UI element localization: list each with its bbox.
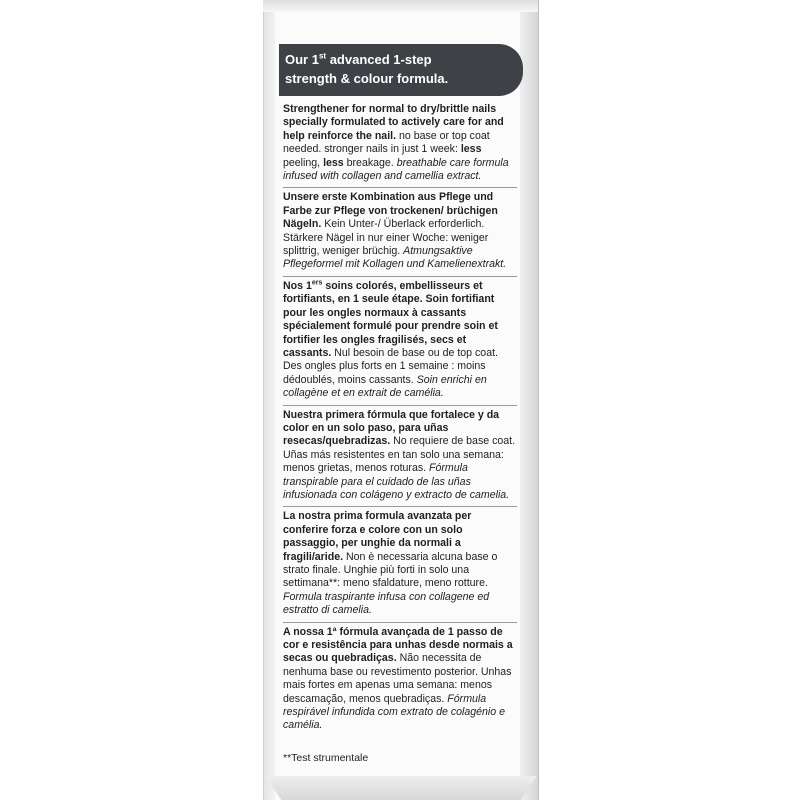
box-top-edge bbox=[263, 0, 538, 12]
headline-line-1: Our 1st advanced 1-step bbox=[285, 51, 432, 67]
section-french: Nos 1ers soins colorés, embellisseurs et fortifiants, en 1 seule étape. Soin fortifiant pour les ongles normaux à cassants spécialement formulé pour prendre soin et fortifier les ongles fragilisés, secs et cassants. Nul besoin de base ou de top coat. Des ongles plus forts en 1 semaine : moins dédoublés, moins cassants. Soin enrichi en collagène et en extrait de camélia. bbox=[283, 276, 517, 401]
section-german: Unsere erste Kombination aus Pflege und Farbe zur Pflege von trockenen/ brüchigen Nägeln. Kein Unter-/ Überlack erforderlich. Stärkere Nägel in nur einer Woche: weniger splittrig, weniger brüchig. Atmungsaktive Pflegeformel mit Kollagen und Kamelienextrakt. bbox=[283, 187, 517, 271]
section-spanish: Nuestra primera fórmula que fortalece y da color en un solo paso, para uñas resecas/quebradizas. No requiere de base coat. Uñas más resistentes en tan solo una semana: menos grietas, menos roturas. Fórmula transpirable para el cuidado de las uñas infusionada con colágeno y extracto de camelia. bbox=[283, 405, 517, 503]
footnote: **Test strumentale bbox=[283, 752, 369, 764]
headline-line-2: strength & colour formula. bbox=[285, 71, 449, 86]
box-right-side bbox=[520, 0, 539, 800]
box-bottom-flap bbox=[265, 776, 537, 800]
section-portuguese: A nossa 1ª fórmula avançada de 1 passo de cor e resistência para unhas desde normais a secas ou quebradiças. Não necessita de nenhuma base ou revestimento posterior. Unhas mais fortes em apenas uma semana: menos descamação, menos quebradiças. Fórmula respirável infundida com extrato de colagénio e camélia. bbox=[283, 622, 517, 733]
multilingual-description bbox=[283, 103, 517, 737]
section-italian: La nostra prima formula avanzata per conferire forza e colore con un solo passaggio, per unghie da normali a fragili/aride. Non è necessaria alcuna base o strato finale. Unghie più forti in solo una settimana**: meno sfaldature, meno rotture. Formula traspirante infusa con collagene ed estratto di camelia. bbox=[283, 506, 517, 617]
section-english: Strengthener for normal to dry/brittle nails specially formulated to actively care for and help reinforce the nail. no base or top coat needed. stronger nails in just 1 week: less peeling, less breakage. breathable care formula infused with collagen and camellia extract. bbox=[283, 103, 509, 183]
headline-banner bbox=[279, 44, 523, 96]
superscript-st: st bbox=[318, 51, 327, 61]
